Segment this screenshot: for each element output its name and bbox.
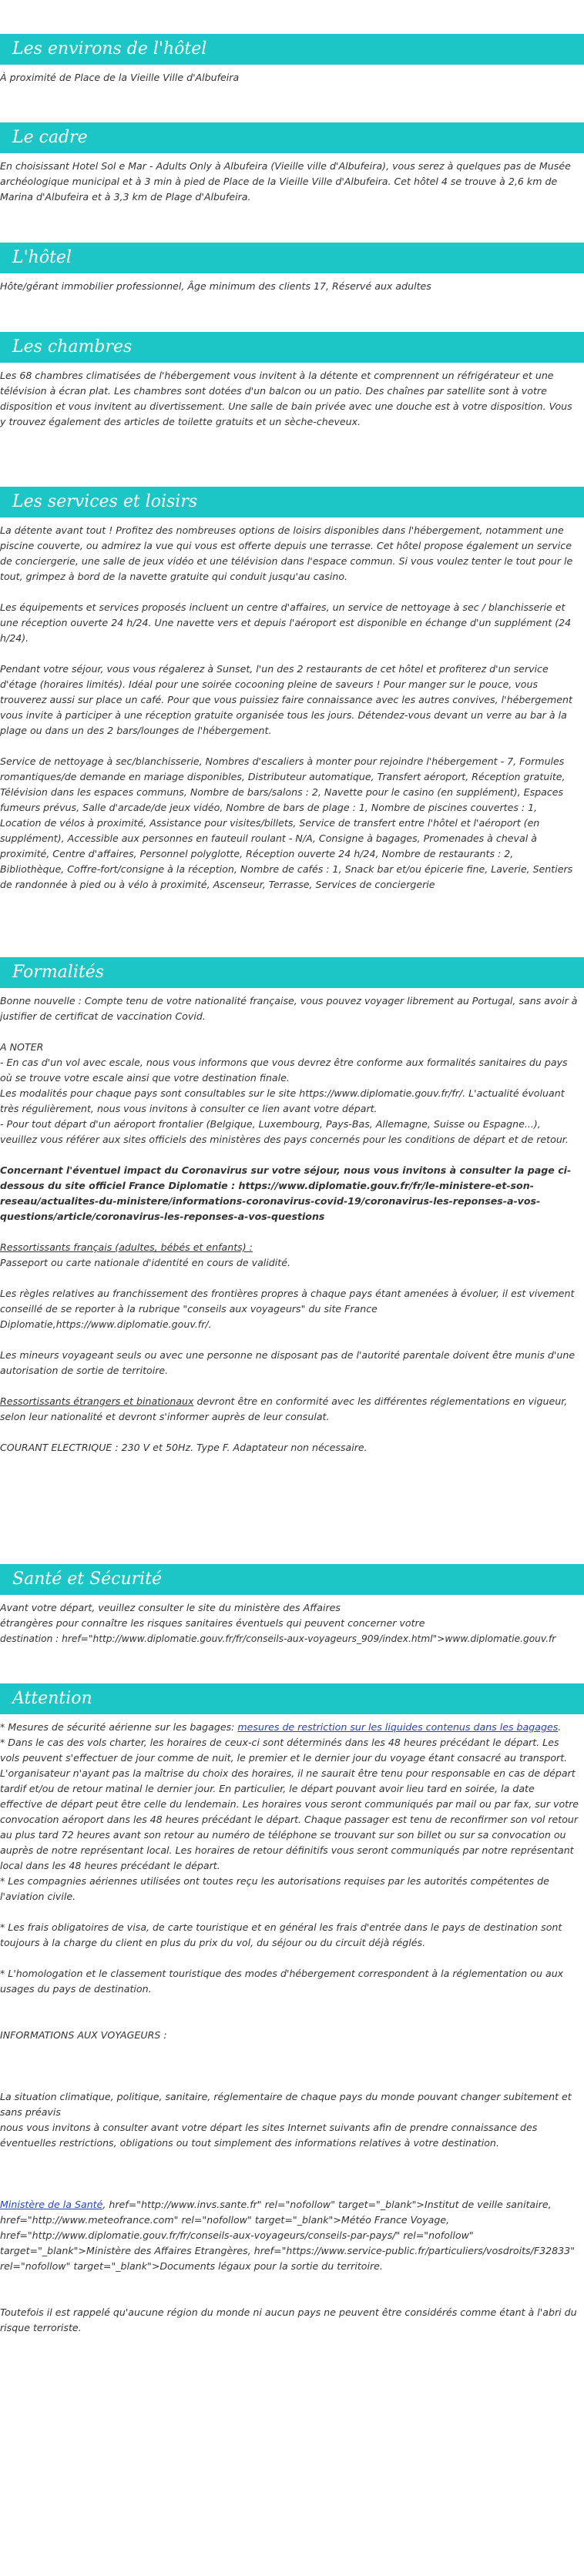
section-body-attention <box>0 1720 579 2336</box>
section-body-sante <box>0 1600 579 1646</box>
formalites-intro: Bonne nouvelle : Compte tenu de votre nationalité française, vous pouvez voyager librement au Portugal, sans avoir à justifier de certificat de vaccination Covid. <box>0 995 578 1022</box>
section-title: Les environs de l'hôtel <box>12 39 207 59</box>
services-paragraph: La détente avant tout ! Profitez des nombreuses options de loisirs disponibles dans l'hébergement, notamment une piscine couverte, ou admirez la vue qui vous est offerte depuis une terrasse. Cet hôtel propose également un service de conciergerie, une salle de jeux vidéo et une télévision dans l'espace commun. Si vous voulez tenter le tout pour le tout, grimpez à bord de la navette gratuite qui conduit jusqu'au casino. <box>0 524 573 582</box>
situation-text: La situation climatique, politique, sanitaire, réglementaire de chaque pays du monde pouvant changer subitement et sans préavis <box>0 2091 572 2118</box>
french-nationals-text: Passeport ou carte nationale d'identité en cours de validité. <box>0 1257 290 1268</box>
baggage-security-text: * Mesures de sécurité aérienne sur les bagages: mesures de restriction sur les liquides contenus dans les bagages. <box>0 1721 562 1733</box>
charter-flights-text: * Dans le cas des vols charter, les horaires de ceux-ci sont déterminés dans les 48 heures précédant le départ. Les vols peuvent s'effectuer de jour comme de nuit, le premier et le dernier jour du voyage étant consacré au transport. L'organisateur n'ayant pas la maîtrise du choix des horaires, il ne saurait être tenu pour responsable en cas de départ tardif et/ou de retour matinal le dernier jour. En particulier, le départ pouvant avoir lieu tard en soirée, la date effective de départ peut être celle du lendemain. Les horaires vous seront communiqués par mail ou par fax, sur votre convocation aéroport dans les 48 heures précédant le départ. Chaque passager est tenu de reconfirmer son vol retour au plus tard 72 heures avant son retour au numéro de téléphone se trouvant sur son billet ou sur sa convocation ou auprès de notre représentant local. Les horaires de retour définitifs vous seront communiqués par notre représentant local dans les 48 heures précédant le départ. <box>0 1737 579 1871</box>
section-body-chambres <box>0 368 579 430</box>
section-body-services <box>0 523 579 893</box>
section-header-hotel <box>0 243 584 273</box>
environs-text: À proximité de Place de la Vieille Ville d'Albufeira <box>0 72 240 83</box>
section-body-environs <box>0 70 579 85</box>
section-header-environs <box>0 34 584 65</box>
section-body-hotel <box>0 279 579 294</box>
sante-line: destination : href="http://www.diplomatie.gouv.fr/fr/conseils-aux-voyageurs_909/index.html">www.diplomatie.gouv.fr <box>0 1633 556 1644</box>
health-ministry-link[interactable]: Ministère de la Santé <box>0 2199 103 2210</box>
note-heading: A NOTER <box>0 1041 44 1053</box>
section-title: L'hôtel <box>12 248 72 267</box>
section-title: Les services et loisirs <box>12 492 198 511</box>
liquids-restriction-link[interactable]: mesures de restriction sur les liquides contenus dans les bagages <box>237 1721 559 1733</box>
section-header-chambres <box>0 332 584 363</box>
section-title: Attention <box>12 1689 92 1708</box>
section-header-attention <box>0 1683 584 1714</box>
cadre-text: En choisissant Hotel Sol e Mar - Adults Only à Albufeira (Vieille ville d'Albufeira), vous serez à quelques pas de Musée archéologique municipal et à 3 min à pied de Place de la Vieille Ville d'Albufeira. Cet hôtel 4 se trouve à 2,6 km de Marina d'Albufeira et à 3,3 km de Plage d'Albufeira. <box>0 160 571 203</box>
section-title: Les chambres <box>12 337 133 357</box>
border-rules-text: Les règles relatives au franchissement des frontières propres à chaque pays étant amenées à évoluer, il est vivement conseillé de se reporter à la rubrique "conseils aux voyageurs" du site France Diplomatie,https://www.diplomatie.gouv.fr/. <box>0 1288 575 1330</box>
section-header-cadre <box>0 122 584 153</box>
services-paragraph: Les équipements et services proposés incluent un centre d'affaires, un service de nettoyage à sec / blanchisserie et une réception ouverte 24 h/24. Une navette vers et depuis l'aéroport est disponible en échange d'un supplément (24 h/24). <box>0 601 572 644</box>
fees-text: * Les frais obligatoires de visa, de carte touristique et en général les frais d'entrée dans le pays de destination sont toujours à la charge du client en plus du prix du vol, du séjour ou du circuit déjà réglés. <box>0 1921 562 1948</box>
foreign-nationals-text <box>0 1394 579 1425</box>
hotel-text: Hôte/gérant immobilier professionnel, Âge minimum des clients 17, Réservé aux adultes <box>0 280 431 292</box>
terrorism-text: Toutefois il est rappelé qu'aucune région du monde ni aucun pays ne peuvent être considérés comme étant à l'abri du risque terroriste. <box>0 2306 577 2333</box>
french-nationals-heading: Ressortissants français (adultes, bébés et enfants) : <box>0 1241 253 1253</box>
homologation-text: * L'homologation et le classement touristique des modes d'hébergement correspondent à la réglementation ou aux usages du pays de destination. <box>0 1968 564 1995</box>
services-list: Service de nettoyage à sec/blanchisserie, Nombres d'escaliers à monter pour rejoindre l'hébergement - 7, Formules romantiques/de demande en mariage disponibles, Distributeur automatique, Transfert aéroport, Réception gratuite, Télévision dans les espaces communs, Nombre de bars/salons : 2, Navette pour le casino (en supplément), Espaces fumeurs prévus, Salle d'arcade/de jeux vidéo, Nombre de bars de plage : 1, Nombre de piscines couvertes : 1, Location de vélos à proximité, Assistance pour visites/billets, Service de transfert entre l'hôtel et l'aéroport (en supplément), Accessible aux personnes en fauteuil roulant - N/A, Consigne à bagages, Promenades à cheval à proximité, Centre d'affaires, Personnel polyglotte, Réception ouverte 24 h/24, Nombre de restaurants : 2, Bibliothèque, Coffre-fort/consigne à la réception, Nombre de cafés : 1, Snack bar et/ou épicerie fine, Laverie, Sentiers de randonnée à pied ou à vélo à proximité, Ascenseur, Terrasse, Services de conciergerie <box>0 755 573 890</box>
note-line: - Pour tout départ d'un aéroport frontalier (Belgique, Luxembourg, Pays-Bas, Allemagne, Suisse ou Espagne...), veuillez vous référer aux sites officiels des ministères des pays concernés pour les conditions de départ et de retour. <box>0 1118 569 1145</box>
travelers-info-heading: INFORMATIONS AUX VOYAGEURS : <box>0 2029 167 2041</box>
section-header-sante <box>0 1564 584 1595</box>
foreign-nationals-heading: Ressortissants étrangers et binationaux <box>0 1395 194 1407</box>
section-title: Le cadre <box>12 128 88 147</box>
situation-text-2: nous vous invitons à consulter avant votre départ les sites Internet suivants afin de prendre connaissance des éventuelles restrictions, obligations ou tout simplement des informations relatives à votre destination. <box>0 2122 538 2149</box>
sante-line: étrangères pour connaître les risques sanitaires éventuels qui peuvent concerner votre <box>0 1617 425 1629</box>
section-title: Santé et Sécurité <box>12 1569 163 1589</box>
section-header-services <box>0 487 584 518</box>
minors-text: Les mineurs voyageant seuls ou avec une personne ne disposant pas de l'autorité parentale doivent être munis d'une autorisation de sortie de territoire. <box>0 1349 576 1376</box>
section-title: Formalités <box>12 963 105 982</box>
useful-links-text: Ministère de la Santé, href="http://www.invs.sante.fr" rel="nofollow" target="_blank">Institut de veille sanitaire, href="http://www.meteofrance.com" rel="nofollow" target="_blank">Météo France Voyage, href="http://www.diplomatie.gouv.fr/fr/conseils-aux-voyageurs/conseils-par-pays/" rel="nofollow" target="_blank">Ministère des Affaires Etrangères, href="https://www.service-public.fr/particuliers/vosdroits/F32833" rel="nofollow" target="_blank">Documents légaux pour la sortie du territoire. <box>0 2199 575 2272</box>
section-body-formalites <box>0 993 579 1455</box>
electric-current-text: COURANT ELECTRIQUE : 230 V et 50Hz. Type F. Adaptateur non nécessaire. <box>0 1442 368 1453</box>
chambres-text: Les 68 chambres climatisées de l'hébergement vous invitent à la détente et comprennent un réfrigérateur et une télévision à écran plat. Les chambres sont dotées d'un balcon ou un patio. Des chaînes par satellite sont à votre disposition et vous invitent au divertissement. Une salle de bain privée avec une douche est à votre disposition. Vous y trouvez également des articles de toilette gratuits et un sèche-cheveux. <box>0 370 572 427</box>
note-line: - En cas d'un vol avec escale, nous vous informons que vous devrez être conforme aux formalités sanitaires du pays où se trouve votre escale ainsi que votre destination finale. <box>0 1057 568 1084</box>
coronavirus-notice: Concernant l'éventuel impact du Coronavirus sur votre séjour, nous vous invitons à consulter la page ci-dessous du site officiel France Diplomatie : https://www.diplomatie.gouv.fr/fr/le-ministere-et-son-reseau/actualites-du-ministere/informations-coronavirus-covid-19/coronavirus-les-reponses-a-vos-questions/article/coronavirus-les-reponses-a-vos-questions <box>0 1164 572 1222</box>
services-paragraph: Pendant votre séjour, vous vous régalerez à Sunset, l'un des 2 restaurants de cet hôtel et profiterez d'un service d'étage (horaires limités). Idéal pour une soirée cocooning pleine de saveurs ! Pour manger sur le pouce, vous trouverez aussi sur place un café. Pour que vous puissiez faire connaissance avec les autres convives, l'hébergement vous invite à participer à une réception gratuite organisée tous les jours. Détendez-vous devant un verre au bar à la plage ou dans un des 2 bars/lounges de l'hébergement. <box>0 663 572 736</box>
section-header-formalites <box>0 957 584 988</box>
note-line: Les modalités pour chaque pays sont consultables sur le site https://www.diplomatie.gouv.fr/fr/. L'actualité évoluant très régulièrement, nous vous invitons à consulter ce lien avant votre départ. <box>0 1087 565 1114</box>
sante-line: Avant votre départ, veuillez consulter le site du ministère des Affaires <box>0 1602 341 1613</box>
airlines-text: * Les compagnies aériennes utilisées ont toutes reçu les autorisations requises par les autorités compétentes de l'aviation civile. <box>0 1875 549 1902</box>
section-body-cadre <box>0 159 579 205</box>
foreign-nationals-detail: devront être en conformité avec les différentes réglementations en vigueur, selon leur nationalité et devront s'informer auprès de leur consulat. <box>0 1395 568 1422</box>
